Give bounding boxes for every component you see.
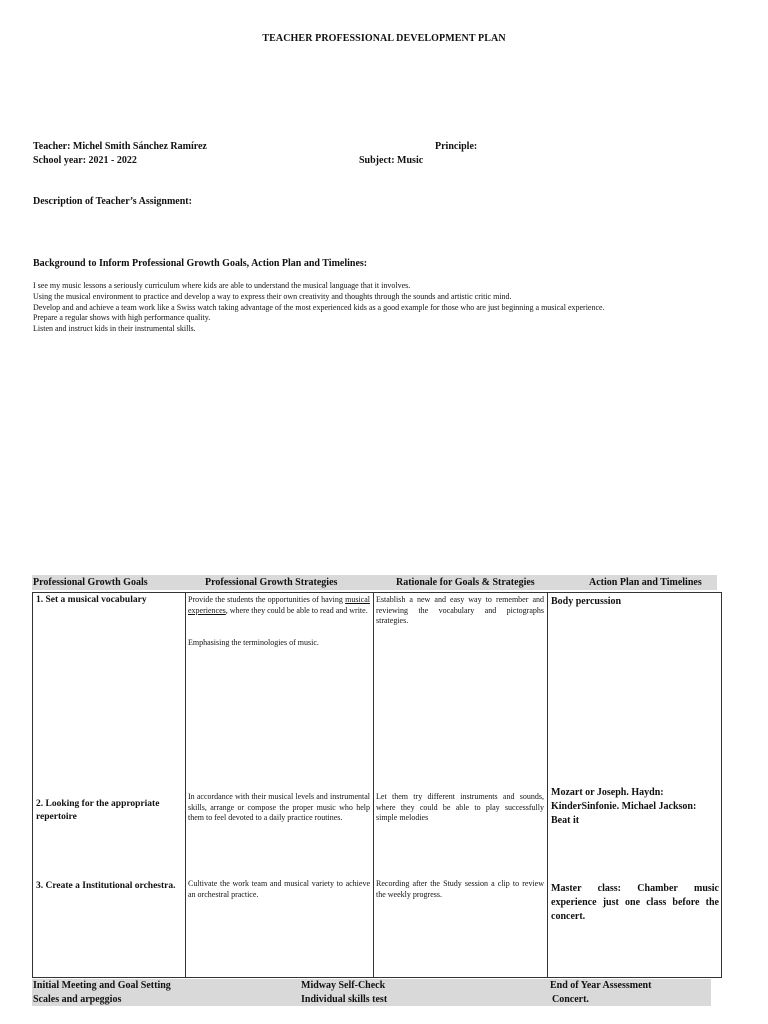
background-line: I see my music lessons a seriously curriculum where kids are able to understand the musical language that it involves. bbox=[33, 281, 411, 290]
strategy-extra-cell: Emphasising the terminologies of music. bbox=[188, 638, 319, 647]
column-header-goals: Professional Growth Goals bbox=[33, 577, 148, 588]
goal-cell: 3. Create a Institutional orchestra. bbox=[36, 881, 176, 891]
background-heading: Background to Inform Professional Growth Goals, Action Plan and Timelines: bbox=[33, 258, 368, 269]
strategy-text: , where they could be able to read and write. bbox=[225, 605, 368, 615]
action-plan-cell: Body percussion bbox=[551, 596, 622, 607]
goal-cell: 1. Set a musical vocabulary bbox=[36, 595, 147, 605]
assignment-heading: Description of Teacher’s Assignment: bbox=[33, 196, 192, 207]
action-plan-cell: Master class: Chamber music experience just one class before the concert. bbox=[551, 883, 719, 922]
midway-check-title: Midway Self-Check bbox=[301, 980, 386, 991]
midway-check-value: Individual skills test bbox=[301, 994, 388, 1005]
goal-cell: 2. Looking for the appropriate repertoire bbox=[36, 799, 160, 822]
initial-meeting-value: Scales and arpeggios bbox=[33, 994, 122, 1005]
rationale-cell: Recording after the Study session a clip to review the weekly progress. bbox=[376, 879, 544, 899]
table-divider bbox=[547, 592, 548, 978]
strategy-cell bbox=[188, 595, 370, 616]
column-header-strategies: Professional Growth Strategies bbox=[205, 577, 338, 588]
column-header-rationale: Rationale for Goals & Strategies bbox=[396, 577, 535, 588]
background-text bbox=[33, 281, 605, 335]
table-divider bbox=[373, 592, 374, 978]
strategy-underlined: musical experiences bbox=[188, 595, 370, 615]
table-divider bbox=[185, 592, 186, 978]
end-of-year-value: Concert. bbox=[552, 994, 589, 1005]
subject: Subject: Music bbox=[359, 155, 424, 166]
background-line: Develop and and achieve a team work like a Swiss watch taking advantage of the most experienced kids as a good example for those who are just beginning a musical experience. bbox=[33, 302, 605, 312]
page-title: TEACHER PROFESSIONAL DEVELOPMENT PLAN bbox=[262, 33, 506, 44]
rationale-cell: Establish a new and easy way to remember and reviewing the vocabulary and pictographs strategies. bbox=[376, 595, 544, 625]
end-of-year-title: End of Year Assessment bbox=[550, 980, 652, 991]
strategy-cell: Cultivate the work team and musical variety to achieve an orchestral practice. bbox=[188, 879, 370, 899]
principle-label: Principle: bbox=[435, 141, 478, 152]
rationale-cell: Let them try different instruments and sounds, where they could be able to play successfully simple melodies bbox=[376, 792, 544, 822]
school-year: School year: 2021 - 2022 bbox=[33, 155, 137, 166]
background-line: Listen and instruct kids in their instrumental skills. bbox=[33, 324, 196, 334]
background-line: Prepare a regular shows with high performance quality. bbox=[33, 313, 211, 323]
teacher-name: Teacher: Michel Smith Sánchez Ramírez bbox=[33, 141, 207, 152]
strategy-text: Provide the students the opportunities of having bbox=[188, 595, 346, 604]
action-plan-cell: Mozart or Joseph. Haydn: KinderSinfonie. Michael Jackson: Beat it bbox=[551, 787, 697, 826]
initial-meeting-title: Initial Meeting and Goal Setting bbox=[33, 980, 171, 991]
background-line: Using the musical environment to practice and develop a way to express their own creativity and thoughts through the sounds and artistic critic mind. bbox=[33, 291, 512, 301]
column-header-action-plan: Action Plan and Timelines bbox=[589, 577, 702, 588]
strategy-cell: In accordance with their musical levels and instrumental skills, arrange or compose the proper music who help them to feel devoted to a daily practice routines. bbox=[188, 792, 370, 822]
